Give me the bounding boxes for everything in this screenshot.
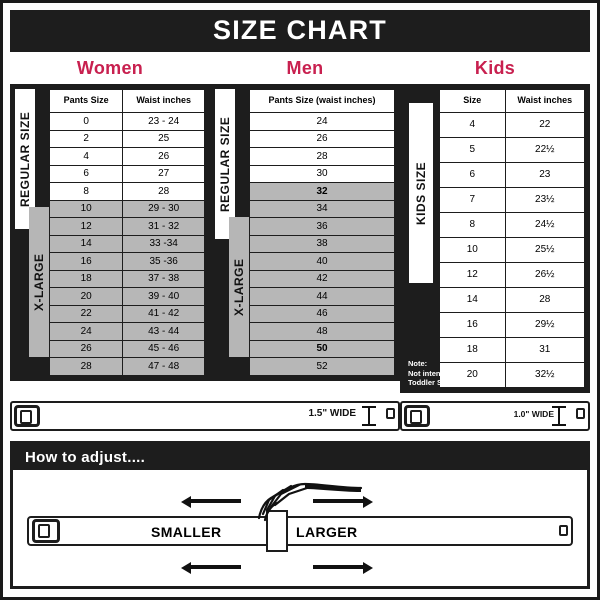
arrow-left-bottom-icon xyxy=(181,562,241,570)
kids-table-body xyxy=(440,113,585,388)
women-x-large-label: X-LARGE xyxy=(29,207,49,357)
women-pants-size-cell: 2 xyxy=(50,130,123,148)
men-x-large-label: X-LARGE xyxy=(229,217,249,357)
kids-table-header-row xyxy=(440,90,585,113)
adult-belt-width-label: 1.5" WIDE xyxy=(308,408,356,420)
belt-tip-icon xyxy=(386,408,395,419)
kids-waist-cell: 29½ xyxy=(505,313,584,338)
women-waist-cell: 39 - 40 xyxy=(123,288,205,306)
men-table-header-row xyxy=(250,90,395,113)
arrow-right-bottom-icon xyxy=(313,562,373,570)
table-row xyxy=(250,200,395,218)
table-row xyxy=(50,340,205,358)
kids-size-cell: 6 xyxy=(440,163,506,188)
adjust-belt-buckle-icon xyxy=(32,519,60,543)
adult-belt xyxy=(10,401,400,431)
men-pants-size-cell: 26 xyxy=(250,130,395,148)
women-column xyxy=(10,58,210,393)
kids-size-cell: 5 xyxy=(440,138,506,163)
women-pants-size-cell: 16 xyxy=(50,253,123,271)
men-pants-size-cell: 30 xyxy=(250,165,395,183)
table-row xyxy=(50,305,205,323)
kids-belt-tip-icon xyxy=(576,408,585,419)
women-waist-cell: 29 - 30 xyxy=(123,200,205,218)
men-pants-size-cell: 52 xyxy=(250,358,395,376)
men-side-labels xyxy=(215,89,249,376)
men-pants-size-cell: 42 xyxy=(250,270,395,288)
table-row xyxy=(250,183,395,201)
men-table-body xyxy=(250,113,395,376)
women-waist-cell: 25 xyxy=(123,130,205,148)
table-row xyxy=(440,263,585,288)
table-row xyxy=(250,288,395,306)
kids-size-cell: 8 xyxy=(440,213,506,238)
kids-waist-cell: 24½ xyxy=(505,213,584,238)
kids-col-size: Size xyxy=(440,90,506,113)
women-pants-size-cell: 12 xyxy=(50,218,123,236)
kids-size-cell: 16 xyxy=(440,313,506,338)
men-pants-size-cell: 44 xyxy=(250,288,395,306)
kids-side-labels xyxy=(405,89,439,388)
how-to-adjust-body xyxy=(13,470,587,588)
women-waist-cell: 26 xyxy=(123,148,205,166)
women-pants-size-cell: 4 xyxy=(50,148,123,166)
kids-waist-cell: 23 xyxy=(505,163,584,188)
women-pants-size-cell: 20 xyxy=(50,288,123,306)
table-row xyxy=(250,358,395,376)
table-row xyxy=(440,313,585,338)
women-waist-cell: 37 - 38 xyxy=(123,270,205,288)
table-row xyxy=(440,138,585,163)
kids-waist-cell: 26½ xyxy=(505,263,584,288)
kids-waist-cell: 31 xyxy=(505,338,584,363)
arrow-left-top-icon xyxy=(181,496,241,504)
women-waist-cell: 28 xyxy=(123,183,205,201)
kids-belt-buckle-icon xyxy=(404,405,430,427)
men-pants-size-cell: 24 xyxy=(250,113,395,131)
women-waist-cell: 41 - 42 xyxy=(123,305,205,323)
kids-belt-graphic xyxy=(400,401,590,431)
men-pants-size-cell: 48 xyxy=(250,323,395,341)
table-row xyxy=(50,113,205,131)
women-heading: Women xyxy=(76,58,144,79)
men-col-pants-size: Pants Size (waist inches) xyxy=(250,90,395,113)
belt-graphics-row xyxy=(3,393,597,435)
women-pants-size-cell: 8 xyxy=(50,183,123,201)
kids-size-label: KIDS SIZE xyxy=(409,103,433,283)
women-table-header-row xyxy=(50,90,205,113)
women-regular-size-label: REGULAR SIZE xyxy=(15,89,35,229)
table-row xyxy=(50,130,205,148)
hand-icon xyxy=(245,474,365,522)
women-pants-size-cell: 0 xyxy=(50,113,123,131)
table-row xyxy=(50,165,205,183)
table-row xyxy=(440,288,585,313)
men-pants-size-cell: 40 xyxy=(250,253,395,271)
kids-col-waist-inches: Waist inches xyxy=(505,90,584,113)
men-heading: Men xyxy=(286,58,324,79)
table-row xyxy=(250,148,395,166)
table-row xyxy=(50,235,205,253)
men-table-block xyxy=(210,84,400,381)
men-pants-size-cell: 34 xyxy=(250,200,395,218)
women-pants-size-cell: 28 xyxy=(50,358,123,376)
women-pants-size-cell: 22 xyxy=(50,305,123,323)
women-pants-size-cell: 10 xyxy=(50,200,123,218)
kids-size-cell: 18 xyxy=(440,338,506,363)
table-row xyxy=(440,238,585,263)
men-pants-size-cell: 46 xyxy=(250,305,395,323)
width-gauge-icon xyxy=(362,406,376,426)
table-row xyxy=(50,200,205,218)
men-column xyxy=(210,58,400,393)
table-row xyxy=(250,305,395,323)
table-row xyxy=(440,113,585,138)
table-row xyxy=(250,165,395,183)
kids-size-table xyxy=(439,89,585,388)
women-waist-cell: 47 - 48 xyxy=(123,358,205,376)
page-title: SIZE CHART xyxy=(213,15,387,45)
how-to-adjust-title: How to adjust.... xyxy=(25,448,146,466)
men-regular-size-label: REGULAR SIZE xyxy=(215,89,235,239)
kids-size-cell: 10 xyxy=(440,238,506,263)
kids-waist-cell: 28 xyxy=(505,288,584,313)
women-waist-cell: 43 - 44 xyxy=(123,323,205,341)
women-table-body xyxy=(50,113,205,376)
adjust-belt-tip-icon xyxy=(559,525,568,536)
kids-width-gauge-icon xyxy=(552,406,566,426)
men-pants-size-cell: 50 xyxy=(250,340,395,358)
kids-belt-width-label: 1.0" WIDE xyxy=(513,409,554,420)
women-waist-cell: 33 -34 xyxy=(123,235,205,253)
table-row xyxy=(50,253,205,271)
kids-belt xyxy=(400,401,590,431)
men-pants-size-cell: 32 xyxy=(250,183,395,201)
how-to-adjust-title-bar xyxy=(13,444,587,470)
kids-waist-cell: 32½ xyxy=(505,363,584,388)
men-size-table xyxy=(249,89,395,376)
table-row xyxy=(50,148,205,166)
women-side-labels xyxy=(15,89,49,376)
women-waist-cell: 45 - 46 xyxy=(123,340,205,358)
kids-table-block xyxy=(400,84,590,393)
kids-note-line: Toddler Sizes (T) xyxy=(408,377,468,387)
table-row xyxy=(50,288,205,306)
table-row xyxy=(440,163,585,188)
belt-buckle-icon xyxy=(14,405,40,427)
table-row xyxy=(50,183,205,201)
smaller-label: SMALLER xyxy=(151,524,222,541)
table-row xyxy=(440,213,585,238)
kids-size-cell: 12 xyxy=(440,263,506,288)
table-row xyxy=(250,235,395,253)
table-row xyxy=(50,323,205,341)
kids-note-line: Not intended for xyxy=(408,368,466,378)
kids-column xyxy=(400,58,590,393)
women-waist-cell: 27 xyxy=(123,165,205,183)
page-title-bar xyxy=(10,10,590,52)
table-row xyxy=(250,340,395,358)
men-pants-size-cell: 28 xyxy=(250,148,395,166)
women-col-waist-inches: Waist inches xyxy=(123,90,205,113)
men-pants-size-cell: 36 xyxy=(250,218,395,236)
women-pants-size-cell: 14 xyxy=(50,235,123,253)
women-waist-cell: 23 - 24 xyxy=(123,113,205,131)
table-row xyxy=(250,218,395,236)
table-row xyxy=(250,130,395,148)
women-table-block xyxy=(10,84,210,381)
kids-waist-cell: 25½ xyxy=(505,238,584,263)
women-pants-size-cell: 6 xyxy=(50,165,123,183)
table-row xyxy=(250,270,395,288)
size-charts xyxy=(3,52,597,393)
women-size-table xyxy=(49,89,205,376)
table-row xyxy=(50,358,205,376)
kids-waist-cell: 22 xyxy=(505,113,584,138)
table-row xyxy=(250,323,395,341)
men-pants-size-cell: 38 xyxy=(250,235,395,253)
table-row xyxy=(440,188,585,213)
kids-waist-cell: 22½ xyxy=(505,138,584,163)
table-row xyxy=(50,218,205,236)
kids-size-cell: 7 xyxy=(440,188,506,213)
women-pants-size-cell: 24 xyxy=(50,323,123,341)
table-row xyxy=(250,253,395,271)
adult-belt-graphic xyxy=(10,401,400,431)
women-pants-size-cell: 26 xyxy=(50,340,123,358)
kids-size-cell: 20 xyxy=(440,363,506,388)
kids-note xyxy=(408,359,474,387)
larger-label: LARGER xyxy=(296,524,358,541)
women-col-pants-size: Pants Size xyxy=(50,90,123,113)
kids-note-line: Note: xyxy=(408,359,428,369)
how-to-adjust-section xyxy=(10,441,590,589)
women-waist-cell: 31 - 32 xyxy=(123,218,205,236)
kids-size-cell: 14 xyxy=(440,288,506,313)
kids-heading: Kids xyxy=(474,58,516,79)
table-row xyxy=(250,113,395,131)
kids-waist-cell: 23½ xyxy=(505,188,584,213)
women-waist-cell: 35 -36 xyxy=(123,253,205,271)
women-pants-size-cell: 18 xyxy=(50,270,123,288)
table-row xyxy=(50,270,205,288)
kids-size-cell: 4 xyxy=(440,113,506,138)
